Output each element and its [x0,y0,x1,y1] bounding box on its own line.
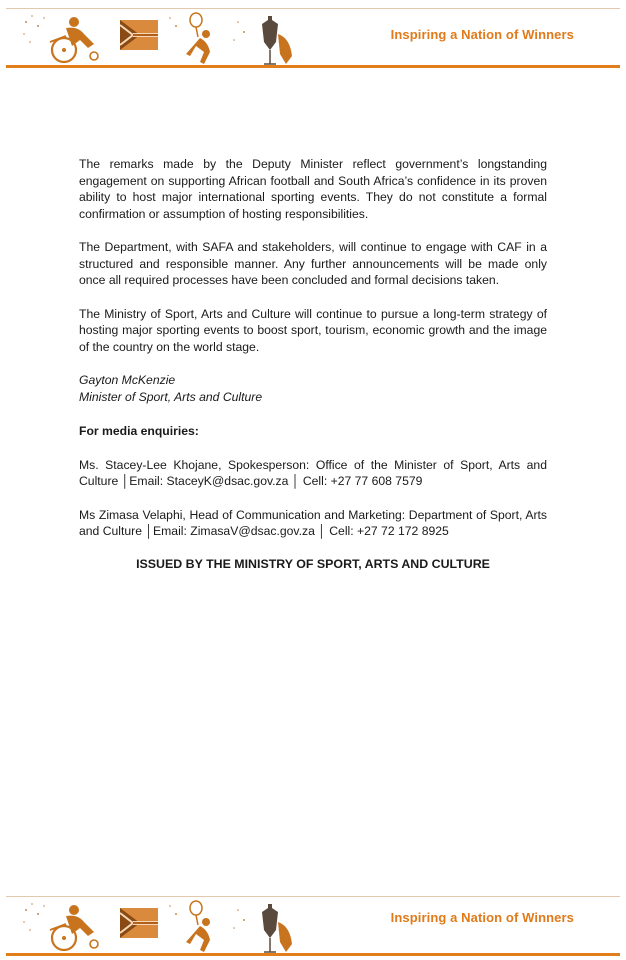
fashion-mannequin-icon [262,16,292,64]
banner-top-rule [6,8,620,9]
banner-slogan: Inspiring a Nation of Winners [390,910,574,925]
banner-bottom-rule [6,65,620,68]
tennis-player-icon [186,13,210,64]
banner-artwork [20,900,310,954]
issued-by-line: ISSUED BY THE MINISTRY OF SPORT, ARTS AND CULTURE [136,556,490,571]
media-contact-1: Ms. Stacey-Lee Khojane, Spokesperson: Office of the Minister of Sport, Arts and Culture │Email: StaceyK@dsac.gov.za │ Cell: +27 77 608 7579 [79,457,547,488]
wheelchair-athlete-icon [50,905,98,950]
banner-bottom-rule [6,953,620,956]
banner-top-rule [6,896,620,897]
south-african-flag-icon [120,908,158,938]
paragraph-1: The remarks made by the Deputy Minister reflect government’s longstanding engagement on supporting African football and South Africa’s confidence in its proven ability to host major international sporting events. They do not constitute a formal confirmation or assumption of hosting responsibilities. [79,157,547,221]
banner-slogan: Inspiring a Nation of Winners [390,27,574,42]
statement-body [79,156,547,572]
media-contact-2: Ms Zimasa Velaphi, Head of Communication and Marketing: Department of Sport, Arts and Culture │Email: ZimasaV@dsac.gov.za │ Cell: +27 72 172 8925 [79,507,547,538]
tennis-player-icon [186,901,210,952]
signatory-name: Gayton McKenzie [79,373,176,387]
fashion-mannequin-icon [262,904,292,952]
south-african-flag-icon [120,20,158,50]
signature-block [79,372,547,405]
paragraph-3: The Ministry of Sport, Arts and Culture will continue to pursue a long-term strategy of hosting major sporting events to boost sport, tourism, economic growth and the image of the country on the world stage. [79,306,547,354]
footer-banner [6,888,620,958]
signatory-title: Minister of Sport, Arts and Culture [79,389,263,404]
wheelchair-athlete-icon [50,17,98,62]
header-banner [6,0,620,70]
paragraph-2: The Department, with SAFA and stakeholders, will continue to engage with CAF in a structured and responsible manner. Any further announcements will be made only once all required processes have been concluded and formal decisions taken. [79,240,547,287]
media-enquiries-heading: For media enquiries: [79,424,199,438]
banner-artwork [20,12,310,66]
